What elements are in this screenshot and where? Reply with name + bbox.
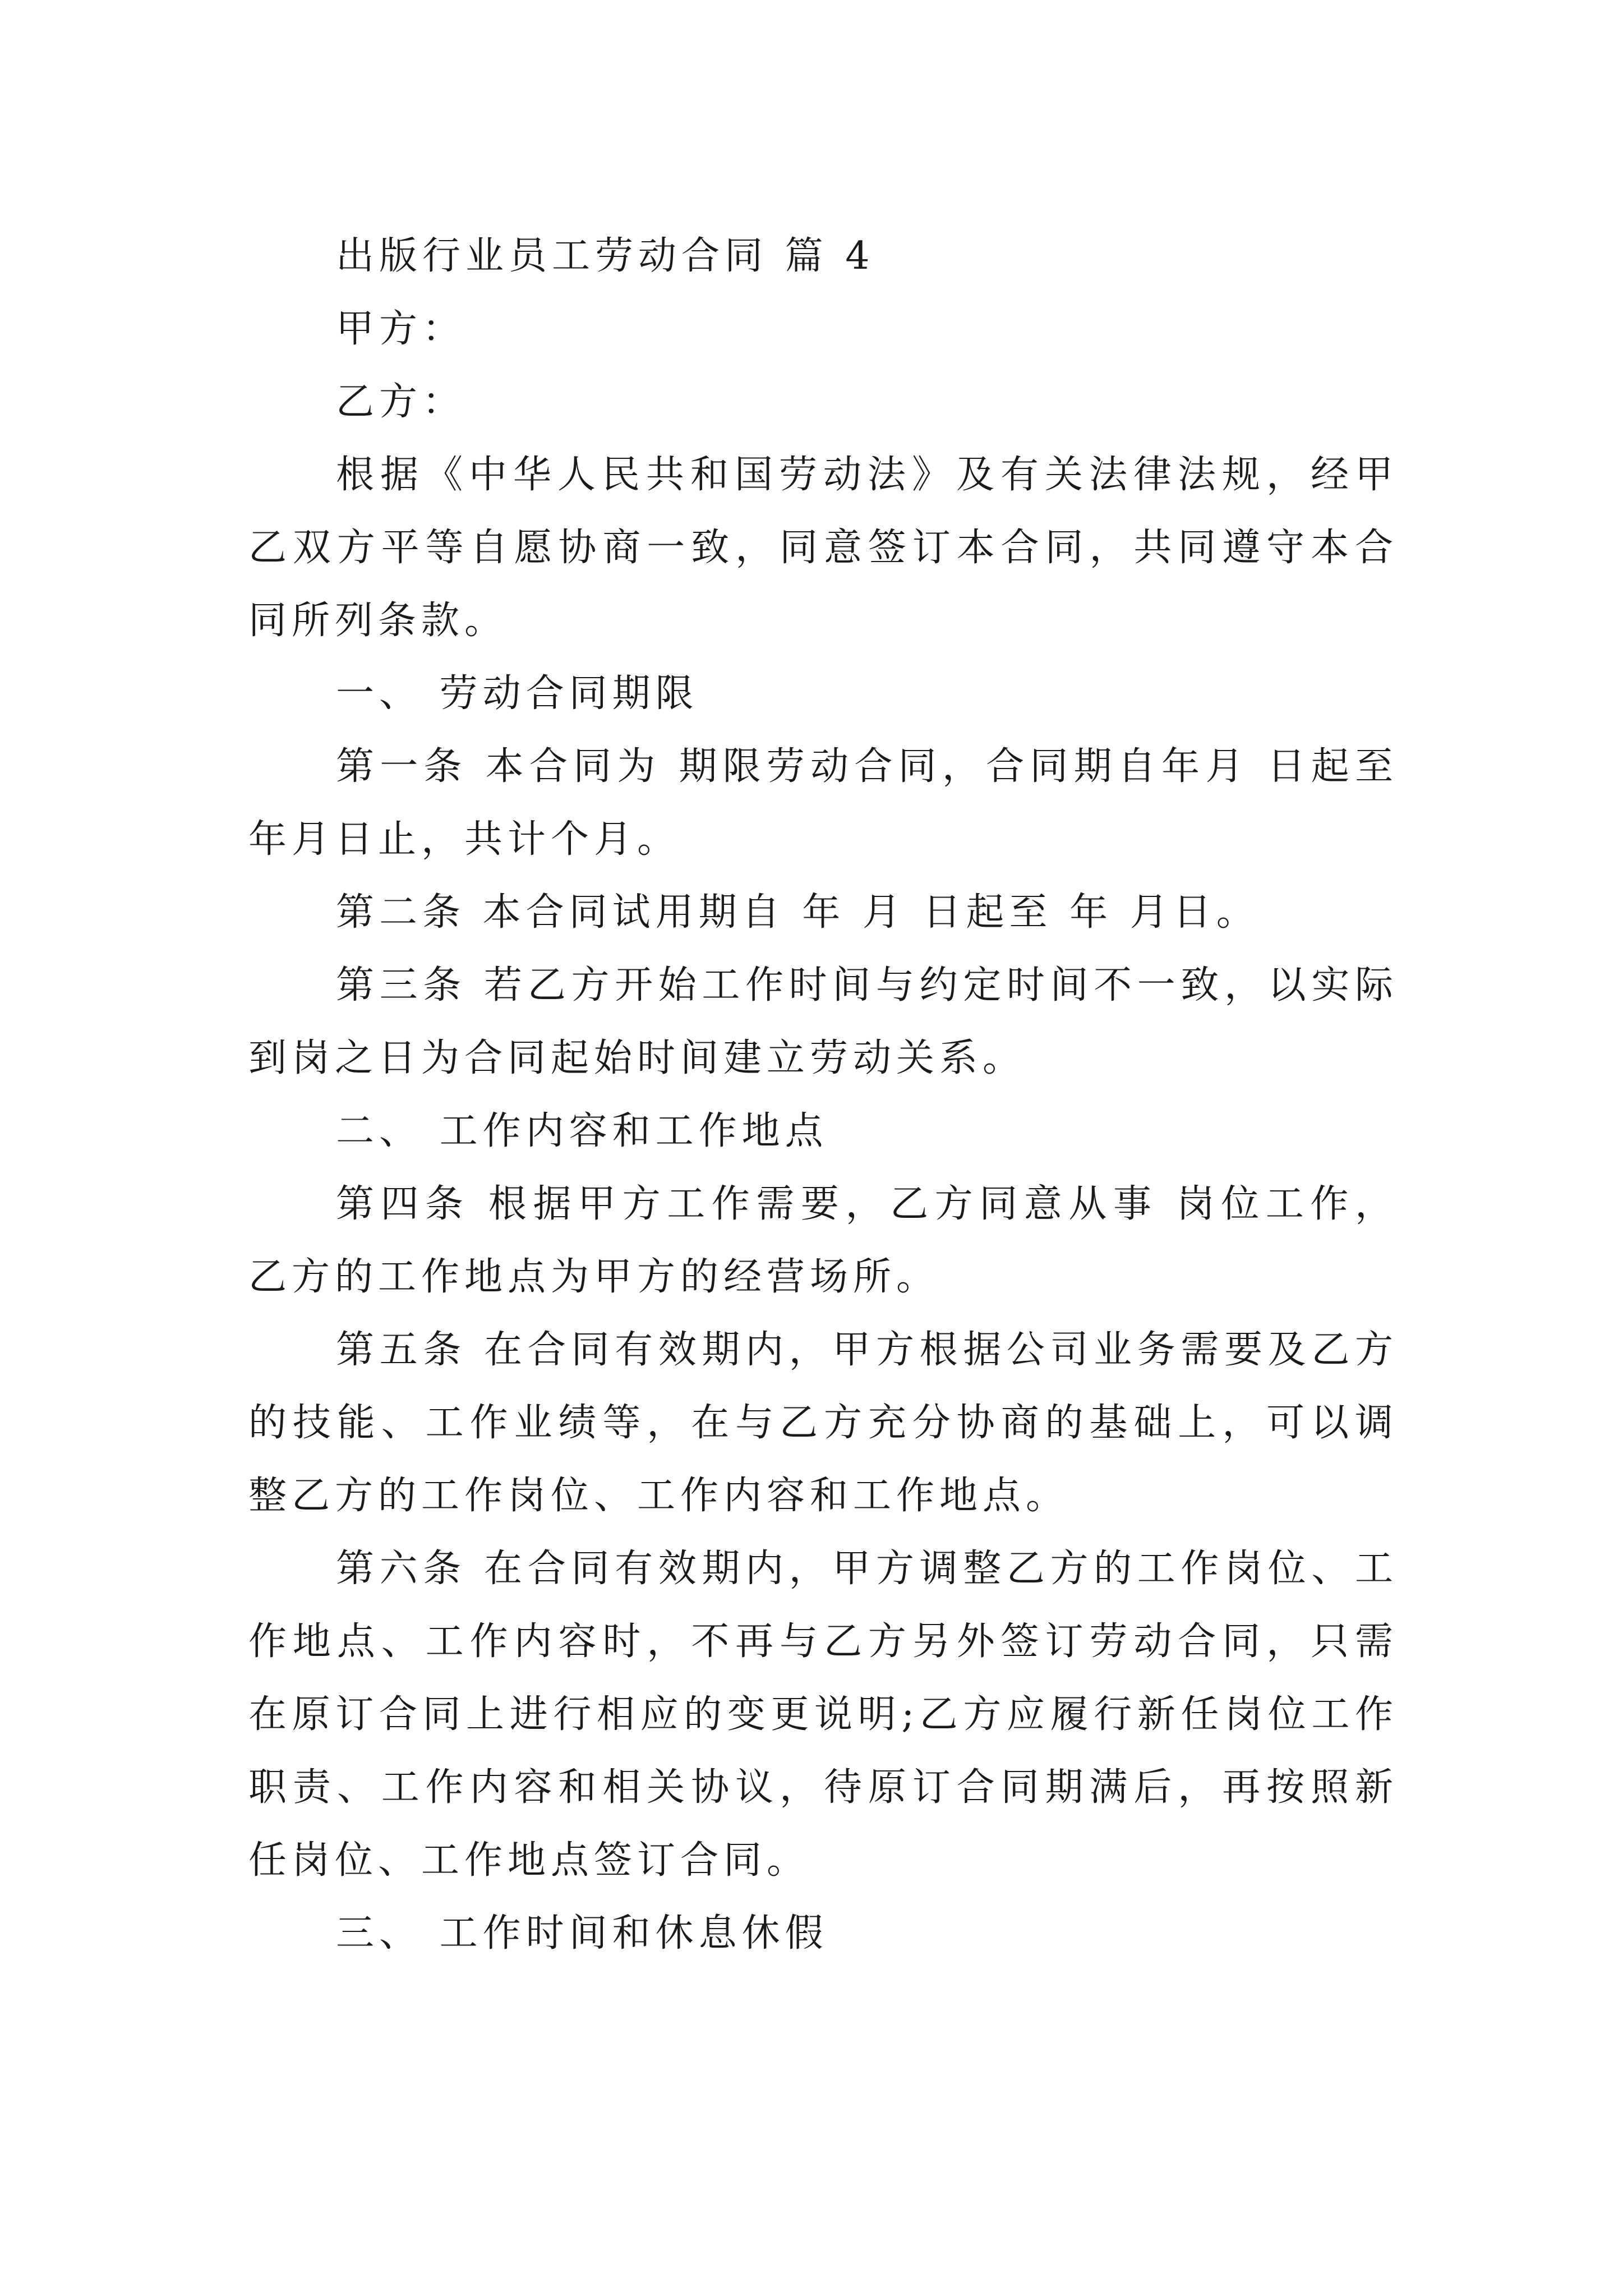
document-heading: 出版行业员工劳动合同 篇 4 (336, 234, 875, 278)
article-1: 第一条 本合同为 期限劳动合同，合同期自年月 日起至 年月日止，共计个月。 (248, 744, 1398, 862)
article-2: 第二条 本合同试用期自 年 月 日起至 年 月日。 (336, 890, 1260, 935)
document-body (248, 220, 1398, 1970)
article-5: 第五条 在合同有效期内，甲方根据公司业务需要及乙方的技能、工作业绩等，在与乙方充分协商的基础上，可以调整乙方的工作岗位、工作内容和工作地点。 (248, 1328, 1398, 1518)
party-a-line: 甲方： (336, 307, 466, 351)
party-b-line: 乙方： (336, 380, 466, 424)
section-heading-1: 一、 劳动合同期限 (336, 671, 699, 716)
article-6: 第六条 在合同有效期内，甲方调整乙方的工作岗位、工作地点、工作内容时，不再与乙方另外签订劳动合同，只需在原订合同上进行相应的变更说明;乙方应履行新任岗位工作职责、工作内容和相关协议，待原订合同期满后，再按照新任岗位、工作地点签订合同。 (248, 1547, 1398, 1883)
article-3: 第三条 若乙方开始工作时间与约定时间不一致，以实际到岗之日为合同起始时间建立劳动关系。 (248, 963, 1398, 1080)
preamble-paragraph: 根据《中华人民共和国劳动法》及有关法律法规，经甲乙双方平等自愿协商一致，同意签订本合同，共同遵守本合同所列条款。 (248, 453, 1398, 643)
article-4: 第四条 根据甲方工作需要，乙方同意从事 岗位工作，乙方的工作地点为甲方的经营场所。 (248, 1182, 1398, 1299)
section-heading-3: 三、 工作时间和休息休假 (336, 1911, 828, 1955)
section-heading-2: 二、 工作内容和工作地点 (336, 1109, 828, 1153)
